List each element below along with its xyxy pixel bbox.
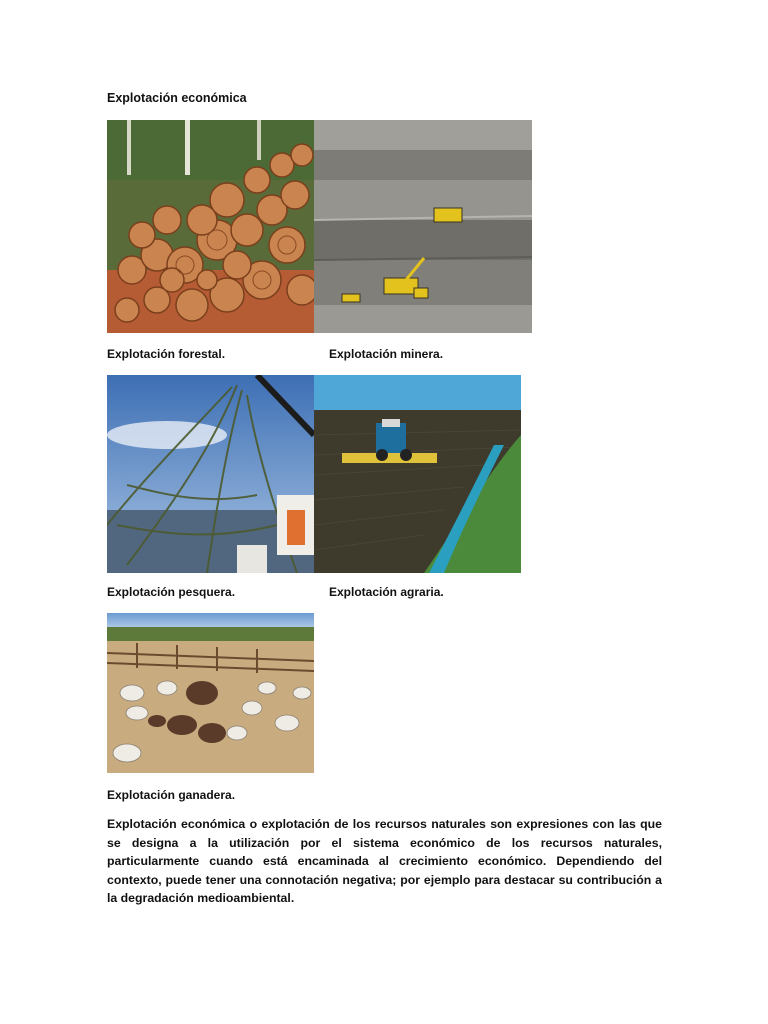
caption-minera: Explotación minera. [329, 347, 444, 361]
caption-ganadera: Explotación ganadera. [107, 788, 236, 802]
mining-photo [314, 120, 532, 333]
livestock-photo [107, 613, 314, 773]
caption-pesquera: Explotación pesquera. [107, 585, 236, 599]
forestry-photo [107, 120, 314, 333]
page-heading: Explotación económica [107, 91, 247, 105]
fishing-photo [107, 375, 314, 573]
caption-agraria: Explotación agraria. [329, 585, 444, 599]
body-paragraph: Explotación económica o explotación de los recursos naturales son expresiones con las que se designa a la utilización por el sistema económico de los recursos naturales, particularmente cuando está encaminada al crecimiento económico. Dependiendo del contexto, puede tener una connotación negativa; por ejemplo para destacar su contribución a la degradación medioambiental. [107, 817, 662, 906]
caption-forestal: Explotación forestal. [107, 347, 226, 361]
agriculture-photo [314, 375, 521, 573]
